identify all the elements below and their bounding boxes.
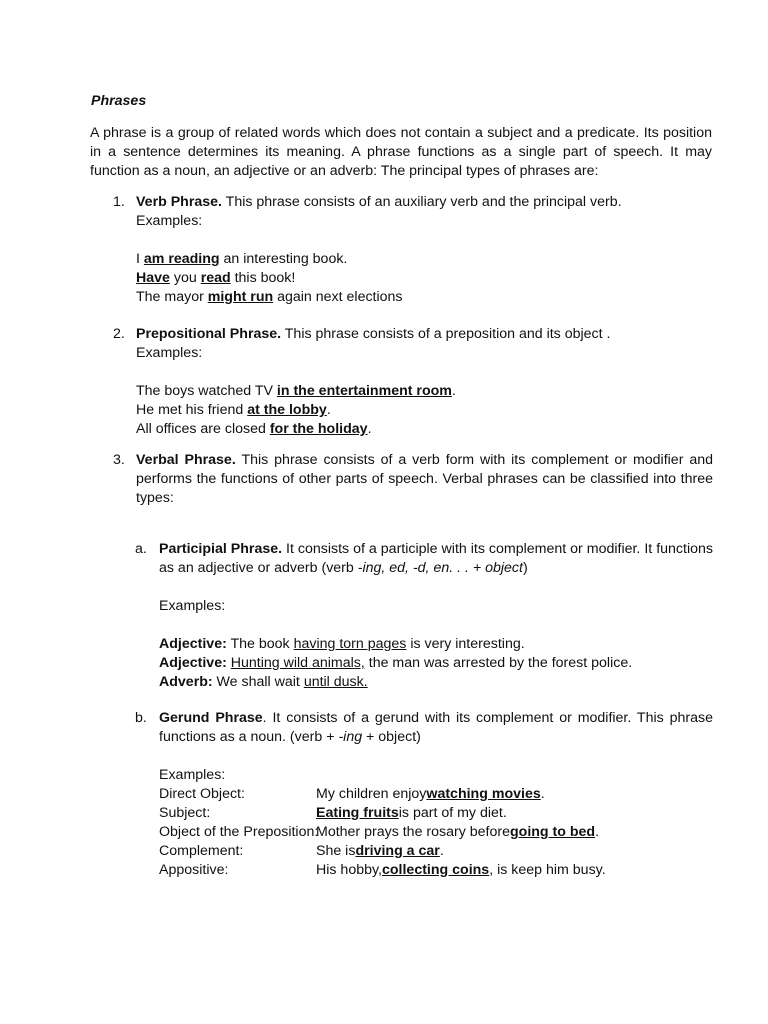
sub-b-letter: b.	[135, 710, 147, 726]
item-2-example-2: He met his friend at the lobby.	[136, 402, 331, 418]
underlined-phrase: Eating fruits	[316, 805, 399, 821]
underlined-phrase: at the lobby	[247, 402, 327, 418]
item-2-example-3: All offices are closed for the holiday.	[136, 421, 372, 437]
item-2-desc: This phrase consists of a preposition and its object .	[281, 326, 611, 342]
sub-a-examples-label: Examples:	[159, 598, 226, 614]
table-row: Complement: She is driving a car .	[159, 843, 444, 859]
item-3-verbal-phrase	[136, 451, 713, 508]
table-row: Subject: Eating fruits is part of my diet.	[159, 805, 507, 821]
table-row: Direct Object: My children enjoy watching movies .	[159, 786, 545, 802]
table-row: Appositive: His hobby, collecting coins , is keep him busy.	[159, 862, 606, 878]
intro-text: A phrase is a group of related words which does not contain a subject and a predicate. Its position in a sentence determines its meaning. A phrase functions as a single part of speech. It may function as a noun, an adjective or an adverb: The principal types of phrases are:	[90, 125, 712, 179]
underlined-phrase: until dusk.	[303, 674, 368, 690]
item-2-number: 2.	[113, 326, 125, 342]
item-1-examples-label: Examples:	[136, 213, 203, 229]
item-2-prepositional-phrase	[136, 325, 610, 439]
item-3-desc: This phrase consists of a verb form with its complement or modifier and performs the functions of other parts of speech. Verbal phrases can be classified into three types:	[136, 452, 714, 506]
underlined-phrase: for the holiday	[269, 421, 368, 437]
sub-b-gerund-phrase	[159, 709, 713, 880]
item-2-example-1: The boys watched TV in the entertainment room.	[136, 383, 456, 399]
item-2-definition	[136, 325, 610, 344]
underlined-phrase: watching movies	[426, 786, 541, 802]
item-1-example-3: The mayor might run again next elections	[136, 289, 403, 305]
sub-b-heading: Gerund Phrase	[159, 710, 263, 726]
item-3-number: 3.	[113, 452, 125, 468]
item-3-definition	[136, 451, 713, 508]
item-2-heading: Prepositional Phrase.	[136, 326, 282, 342]
sub-a-example-2: Adjective: Hunting wild animals, the man was arrested by the forest police.	[159, 655, 633, 671]
underlined-phrase: read	[200, 270, 231, 286]
page-title: Phrases	[91, 93, 147, 109]
underlined-phrase: Have	[136, 270, 170, 286]
item-2-examples-label: Examples:	[136, 345, 203, 361]
item-3-heading: Verbal Phrase.	[136, 452, 236, 468]
underlined-phrase: Hunting wild animals,	[230, 655, 365, 671]
item-1-example-1: I am reading an interesting book.	[136, 251, 348, 267]
underlined-phrase: am reading	[143, 251, 220, 267]
underlined-phrase: might run	[207, 289, 274, 305]
item-1-desc: This phrase consists of an auxiliary verb and the principal verb.	[221, 194, 622, 210]
underlined-phrase: collecting coins	[381, 862, 490, 878]
sub-a-example-3: Adverb: We shall wait until dusk.	[159, 674, 368, 690]
underlined-phrase: driving a car	[355, 843, 440, 859]
item-1-example-2: Have you read this book!	[136, 270, 296, 286]
sub-b-examples-label: Examples:	[159, 767, 226, 783]
underlined-phrase: going to bed	[509, 824, 596, 840]
item-1-verb-phrase	[136, 193, 622, 307]
sub-a-participial-phrase	[159, 540, 713, 692]
sub-b-examples-table	[159, 785, 713, 880]
sub-b-definition: Gerund Phrase. It consists of a gerund with its complement or modifier. This phrase functions as a noun. (verb + -ing + object)	[159, 710, 713, 745]
underlined-phrase: having torn pages	[293, 636, 407, 652]
item-1-definition	[136, 193, 622, 212]
item-1-heading: Verb Phrase.	[136, 194, 222, 210]
item-1-number: 1.	[113, 194, 125, 210]
sub-a-definition: Participial Phrase. It consists of a participle with its complement or modifier. It functions as an adjective or adverb (verb -ing, ed, -d, en. . . + object)	[159, 541, 713, 576]
underlined-phrase: in the entertainment room	[276, 383, 452, 399]
sub-a-example-1: Adjective: The book having torn pages is very interesting.	[159, 636, 525, 652]
sub-a-heading: Participial Phrase.	[159, 541, 283, 557]
table-row: Object of the Preposition: Mother prays the rosary before going to bed .	[159, 824, 600, 840]
sub-a-letter: a.	[135, 541, 147, 557]
intro-paragraph	[90, 124, 712, 181]
